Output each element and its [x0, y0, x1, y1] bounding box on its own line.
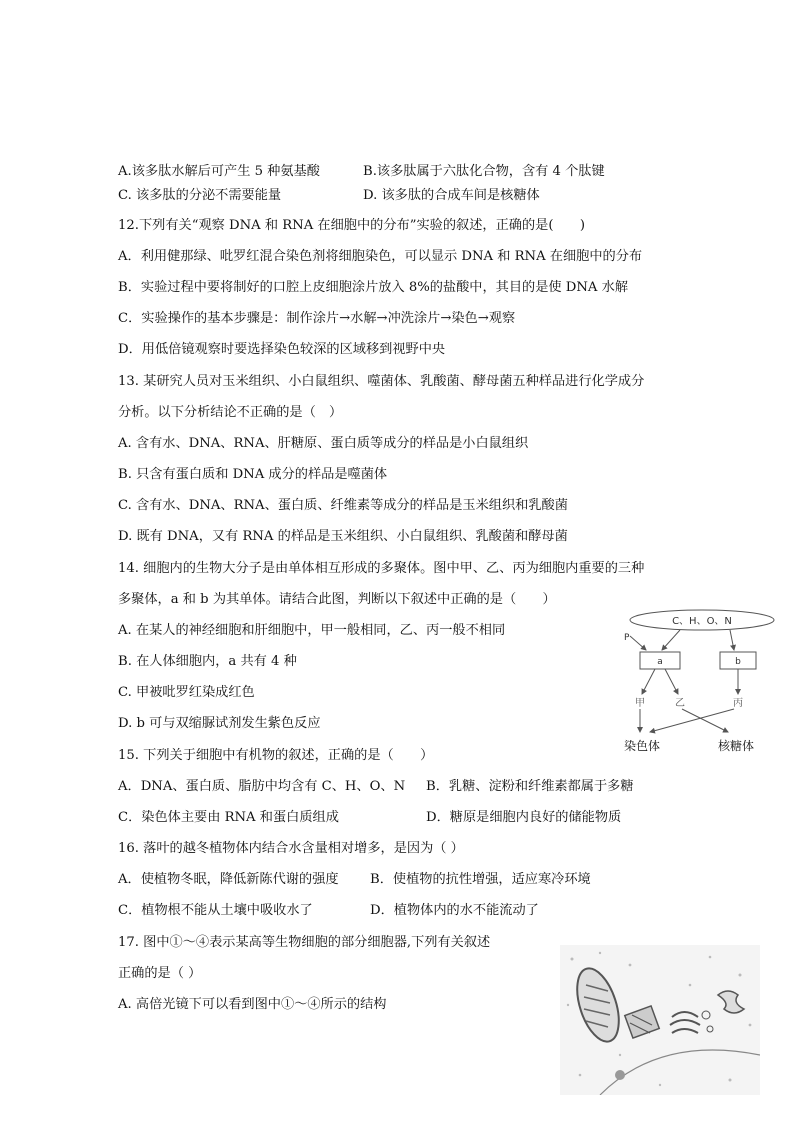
q16-option-b: B．使植物的抗性增强，适应寒冷环境: [370, 872, 591, 887]
q14-option-c: C. 甲被吡罗红染成红色: [118, 685, 255, 700]
q17-organelle-image: [560, 945, 760, 1095]
q16-option-d: D．植物体内的水不能流动了: [370, 903, 539, 918]
q11-option-c: C. 该多肽的分泌不需要能量: [118, 188, 282, 203]
yi-label: 乙: [675, 698, 685, 709]
q13-option-d: D. 既有 DNA，又有 RNA 的样品是玉米组织、小白鼠组织、乳酸菌和酵母菌: [118, 529, 568, 544]
p-label: P: [624, 633, 630, 643]
q13-stem-line1: 13. 某研究人员对玉米组织、小白鼠组织、噬菌体、乳酸菌、酵母菌五种样品进行化学成分: [118, 374, 645, 389]
q15-stem: 15. 下列关于细胞中有机物的叙述，正确的是（ ）: [118, 748, 434, 763]
q16-option-c: C．植物根不能从土壤中吸收水了: [118, 903, 313, 918]
q12-option-d: D．用低倍镜观察时要选择染色较深的区域移到视野中央: [118, 342, 446, 357]
q12-option-a: A．利用健那绿、吡罗红混合染色剂将细胞染色，可以显示 DNA 和 RNA 在细胞中的分布: [118, 249, 643, 264]
q11-option-b: B.该多肽属于六肽化合物，含有 4 个肽键: [363, 164, 605, 179]
q13-stem-line2: 分析。以下分析结论不正确的是（ ）: [118, 405, 343, 420]
q16-stem: 16. 落叶的越冬植物体内结合水含量相对增多，是因为（ ）: [118, 841, 464, 856]
unit-b-label: b: [735, 657, 741, 667]
q12-option-b: B．实验过程中要将制好的口腔上皮细胞涂片放入 8%的盐酸中，其目的是使 DNA 水解: [118, 280, 629, 295]
q14-option-b: B. 在人体细胞内，a 共有 4 种: [118, 654, 297, 669]
q14-macromolecule-diagram: [610, 608, 790, 758]
q14-stem-line2: 多聚体，a 和 b 为其单体。请结合此图，判断以下叙述中正确的是（ ）: [118, 592, 556, 607]
q14-stem-line1: 14. 细胞内的生物大分子是由单体相互形成的多聚体。图中甲、乙、丙为细胞内重要的三种: [118, 561, 645, 576]
chromosome-label: 染色体: [623, 739, 661, 753]
q15-option-d: D．糖原是细胞内良好的储能物质: [426, 810, 622, 825]
q14-option-d: D. b 可与双缩脲试剂发生紫色反应: [118, 716, 321, 731]
q11-option-a: A.该多肽水解后可产生 5 种氨基酸: [118, 164, 320, 179]
q17-option-a: A. 高倍光镜下可以看到图中①～④所示的结构: [118, 997, 387, 1012]
q17-stem-line2: 正确的是（ ）: [118, 966, 202, 981]
unit-a-label: a: [657, 657, 663, 667]
q16-option-a: A．使植物冬眠，降低新陈代谢的强度: [118, 872, 339, 887]
q11-option-d: D. 该多肽的合成车间是核糖体: [363, 188, 540, 203]
q17-stem-line1: 17. 图中①～④表示某高等生物细胞的部分细胞器,下列有关叙述: [118, 935, 491, 950]
q12-stem: 12.下列有关“观察 DNA 和 RNA 在细胞中的分布”实验的叙述，正确的是( ): [118, 218, 586, 233]
q13-option-a: A. 含有水、DNA、RNA、肝糖原、蛋白质等成分的样品是小白鼠组织: [118, 436, 529, 451]
q13-option-b: B. 只含有蛋白质和 DNA 成分的样品是噬菌体: [118, 467, 388, 482]
q15-option-c: C．染色体主要由 RNA 和蛋白质组成: [118, 810, 339, 825]
ribosome-label: 核糖体: [717, 739, 755, 753]
q15-option-b: B．乳糖、淀粉和纤维素都属于多糖: [426, 779, 634, 794]
q12-option-c: C．实验操作的基本步骤是：制作涂片→水解→冲洗涂片→染色→观察: [118, 311, 516, 326]
q15-option-a: A．DNA、蛋白质、脂肪中均含有 C、H、O、N: [118, 779, 406, 794]
jia-label: 甲: [635, 698, 645, 709]
bing-label: 丙: [733, 698, 743, 709]
elements-label: C、H、O、N: [672, 616, 732, 627]
q13-option-c: C. 含有水、DNA、RNA、蛋白质、纤维素等成分的样品是玉米组织和乳酸菌: [118, 498, 568, 513]
q14-option-a: A. 在某人的神经细胞和肝细胞中，甲一般相同，乙、丙一般不相同: [118, 623, 506, 638]
